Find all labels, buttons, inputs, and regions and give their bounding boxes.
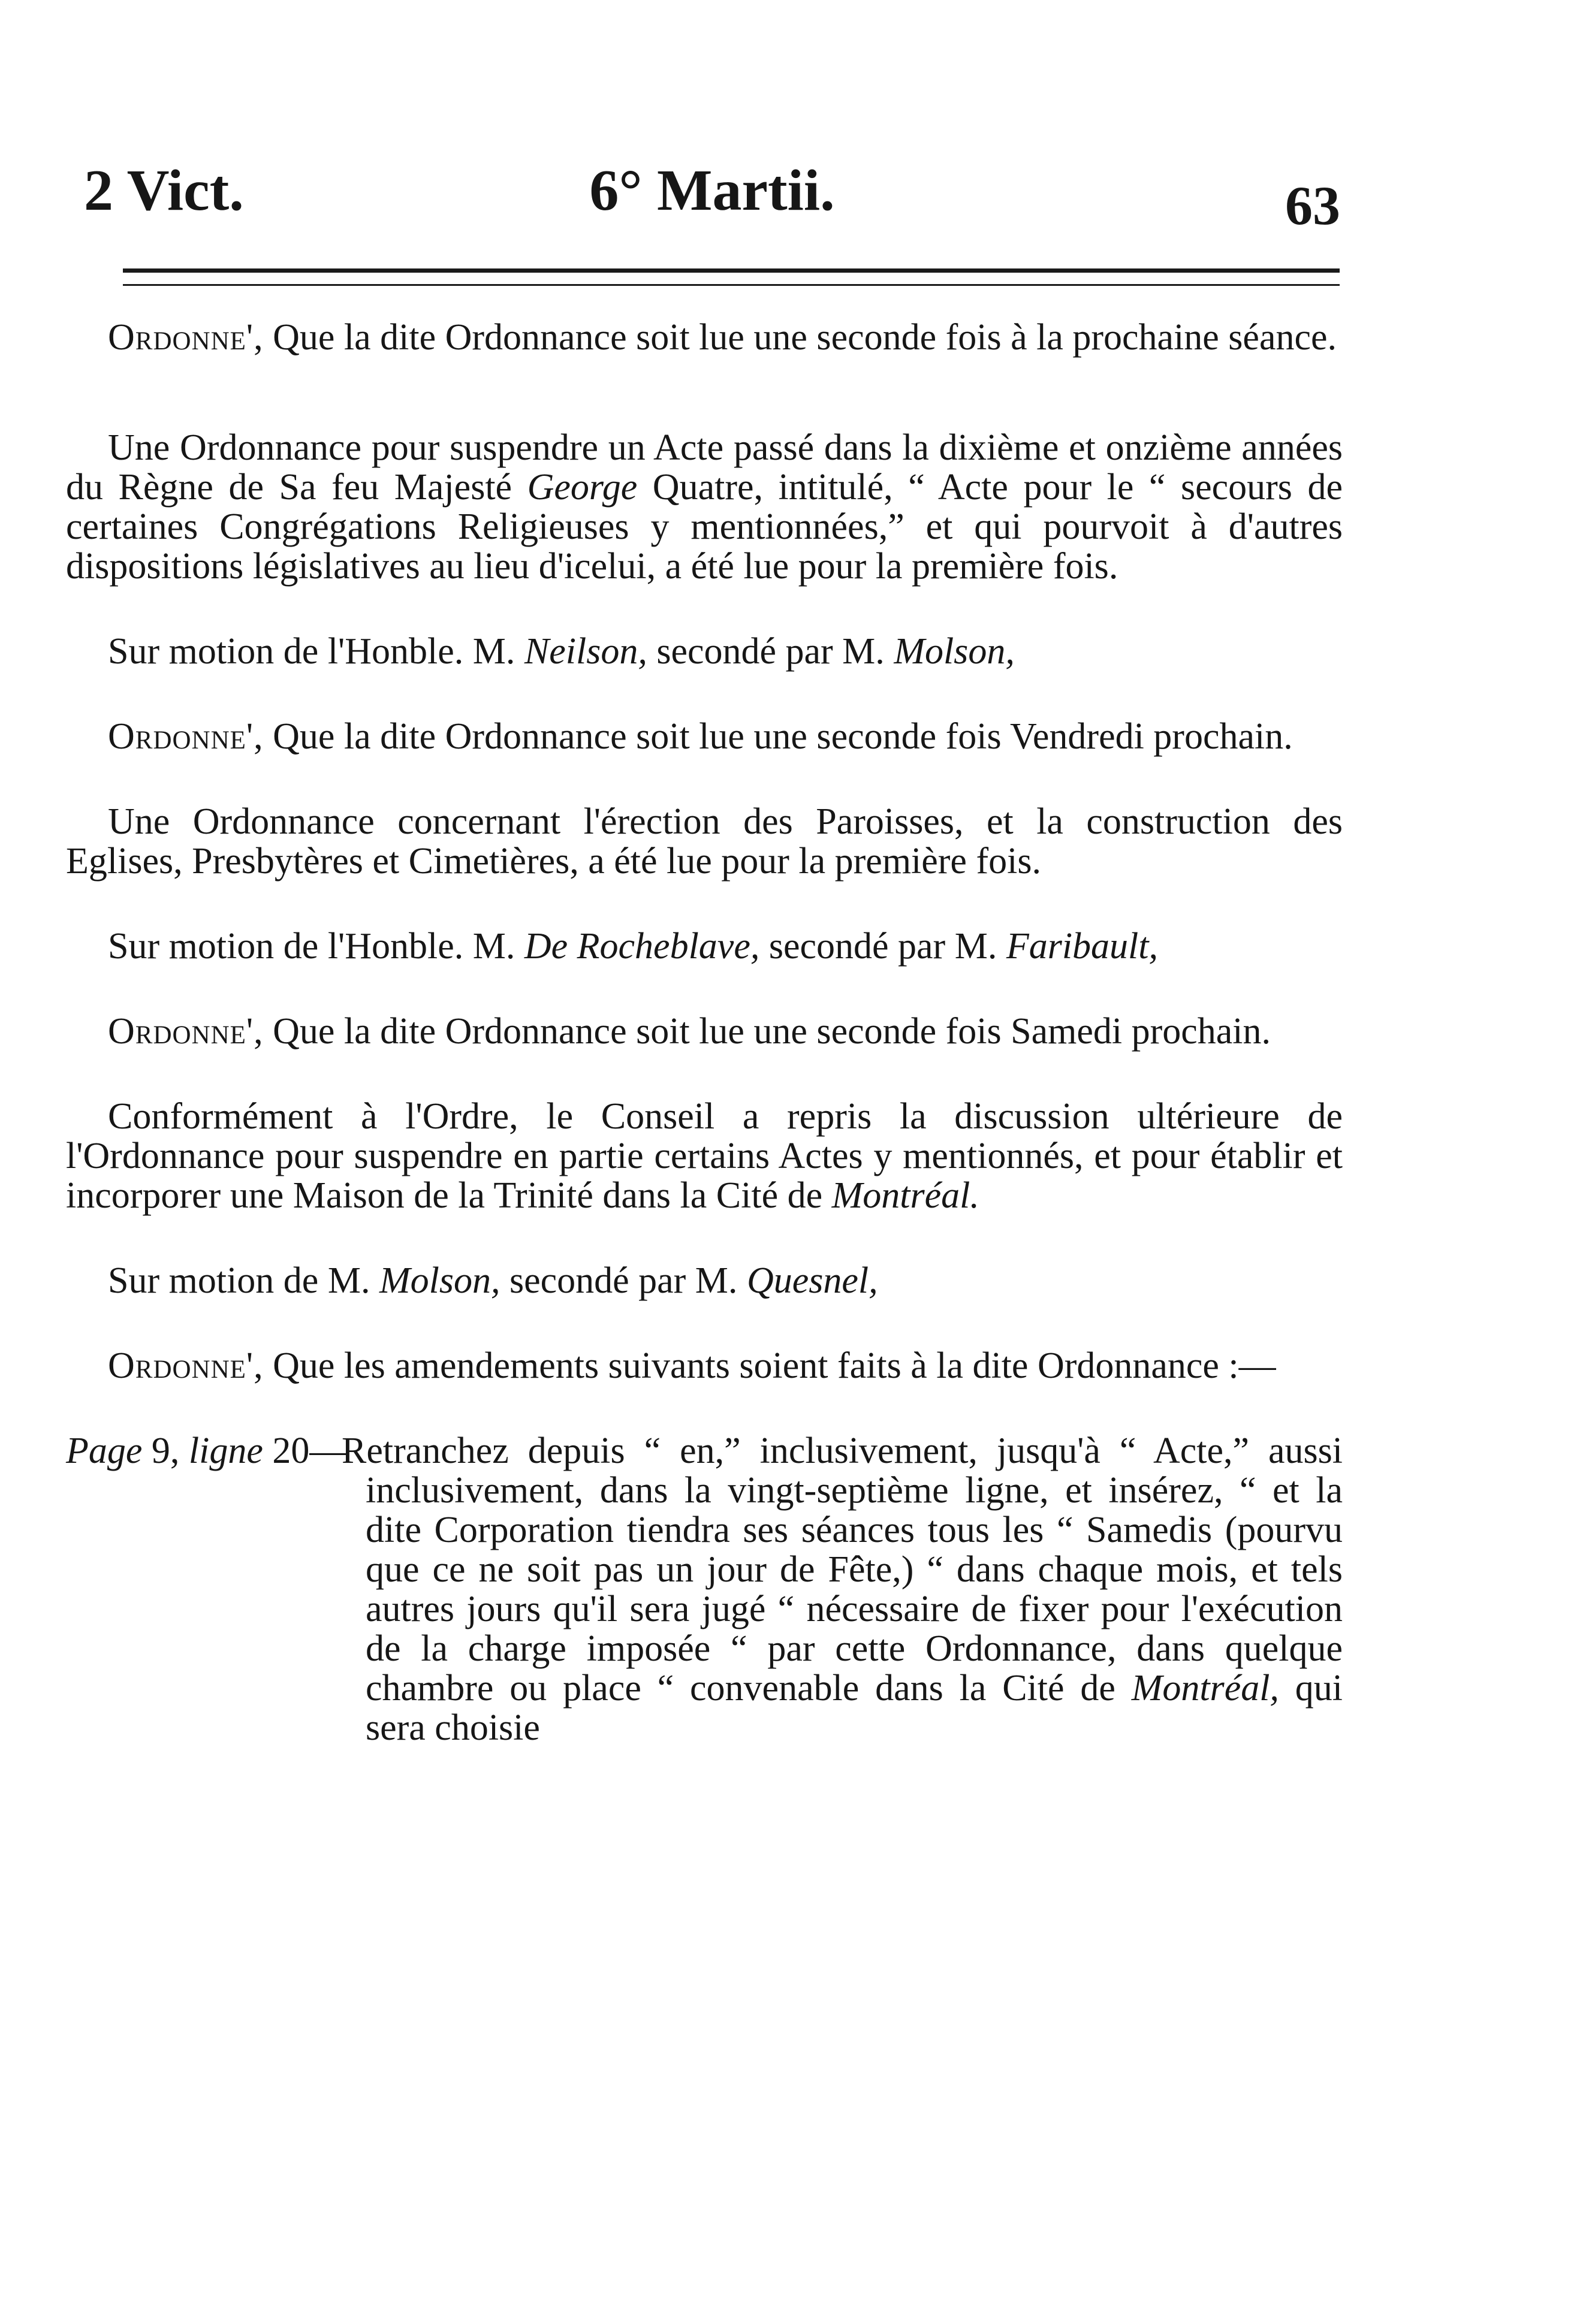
amendment-page-number: 9, — [151, 1430, 180, 1471]
ordinance-parishes-paragraph — [66, 802, 1343, 881]
paragraph-italic: Montréal. — [831, 1175, 979, 1216]
paragraph-text: Une Ordonnance pour suspendre un Acte passé dans la dixième et onzième années du Règne de Sa feu Majesté — [66, 427, 1343, 508]
motion-text: secondé par M. — [759, 926, 1006, 967]
trinity-house-paragraph — [66, 1097, 1343, 1215]
motion-text: Sur motion de l'Honble. M. — [108, 926, 524, 967]
amendment-body: qui sera choisie — [366, 1668, 1343, 1748]
seconder-name: Molson, — [894, 631, 1015, 672]
motion-paragraph-3 — [66, 1261, 1343, 1300]
mover-name: Molson, — [379, 1260, 500, 1301]
header-rule-thin — [123, 284, 1340, 286]
order-paragraph-1 — [66, 318, 1343, 357]
mover-name: De Rocheblave, — [524, 926, 760, 967]
order-paragraph-2 — [66, 717, 1343, 756]
motion-text: Sur motion de l'Honble. M. — [108, 631, 524, 672]
paragraph-text: Quatre, intitulé, “ Acte pour le “ secours de certaines Congrégations Religieuses y mentionnées,” et qui pourvoit à d'autres dispositions législatives au lieu d'icelui, a été lue pour la première fois. — [66, 467, 1343, 587]
motion-text: secondé par M. — [647, 631, 894, 672]
order-lead: Ordonne', — [108, 716, 264, 757]
order-lead: Ordonne', — [108, 1011, 264, 1052]
motion-text: Sur motion de M. — [108, 1260, 379, 1301]
motion-paragraph-2 — [66, 926, 1343, 966]
motion-paragraph-1 — [66, 632, 1343, 671]
order-text: Que la dite Ordonnance soit lue une seconde fois à la prochaine séance. — [263, 317, 1337, 358]
order-text: Que les amendements suivants soient faits à la dite Ordonnance :— — [263, 1345, 1276, 1386]
motion-text: secondé par M. — [500, 1260, 747, 1301]
amendment-location — [66, 1431, 366, 1747]
amendment-italic: Montréal, — [1131, 1668, 1279, 1709]
seconder-name: Faribault, — [1006, 926, 1159, 967]
page-number: 63 — [1285, 175, 1340, 236]
page-header — [84, 157, 1340, 247]
seconder-name: Quesnel, — [746, 1260, 878, 1301]
amendment-page-label: Page — [66, 1430, 143, 1471]
mover-name: Neilson, — [524, 631, 647, 672]
amendment-text — [342, 1430, 1343, 1748]
order-text: Que la dite Ordonnance soit lue une seconde fois Vendredi prochain. — [263, 716, 1293, 757]
amendment-entry — [66, 1431, 1343, 1747]
amendment-line-label: ligne — [188, 1430, 263, 1471]
order-paragraph-3 — [66, 1012, 1343, 1051]
amendment-body: Retranchez depuis “ en,” inclusivement, jusqu'à “ Acte,” aussi inclusivement, dans la vingt-septième ligne, et insérez, “ et la dite Corporation tiendra ses séances tous les “ Samedis (pourvu que ce ne soit pas un jour de Fête,) “ dans chaque mois, et tels autres jours qu'il sera jugé “ nécessaire de fixer pour l'exécution de la charge imposée “ par cette Ordonnance, dans quelque chambre ou place “ convenable dans la Cité de — [342, 1430, 1343, 1709]
paragraph-text: Une Ordonnance concernant l'érection des Paroisses, et la construction des Eglises, Presbytères et Cimetières, a été lue pour la première fois. — [66, 801, 1343, 882]
order-lead: Ordonne', — [108, 317, 264, 358]
session-date: 6° Martii. — [589, 158, 835, 223]
regnal-year: 2 Vict. — [84, 158, 244, 223]
order-paragraph-4 — [66, 1346, 1343, 1386]
page-body — [66, 318, 1343, 1747]
paragraph-italic: George — [527, 467, 638, 508]
header-rule-thick — [123, 268, 1340, 273]
order-text: Que la dite Ordonnance soit lue une seconde fois Samedi prochain. — [263, 1011, 1271, 1052]
ordinance-reading-paragraph — [66, 428, 1343, 586]
amendment-line-number: 20— — [272, 1430, 347, 1471]
order-lead: Ordonne', — [108, 1345, 264, 1386]
paragraph-text: Conformément à l'Ordre, le Conseil a repris la discussion ultérieure de l'Ordonnance pour suspendre en partie certains Actes y mentionnés, et pour établir et incorporer une Maison de la Trinité dans la Cité de — [66, 1096, 1343, 1216]
